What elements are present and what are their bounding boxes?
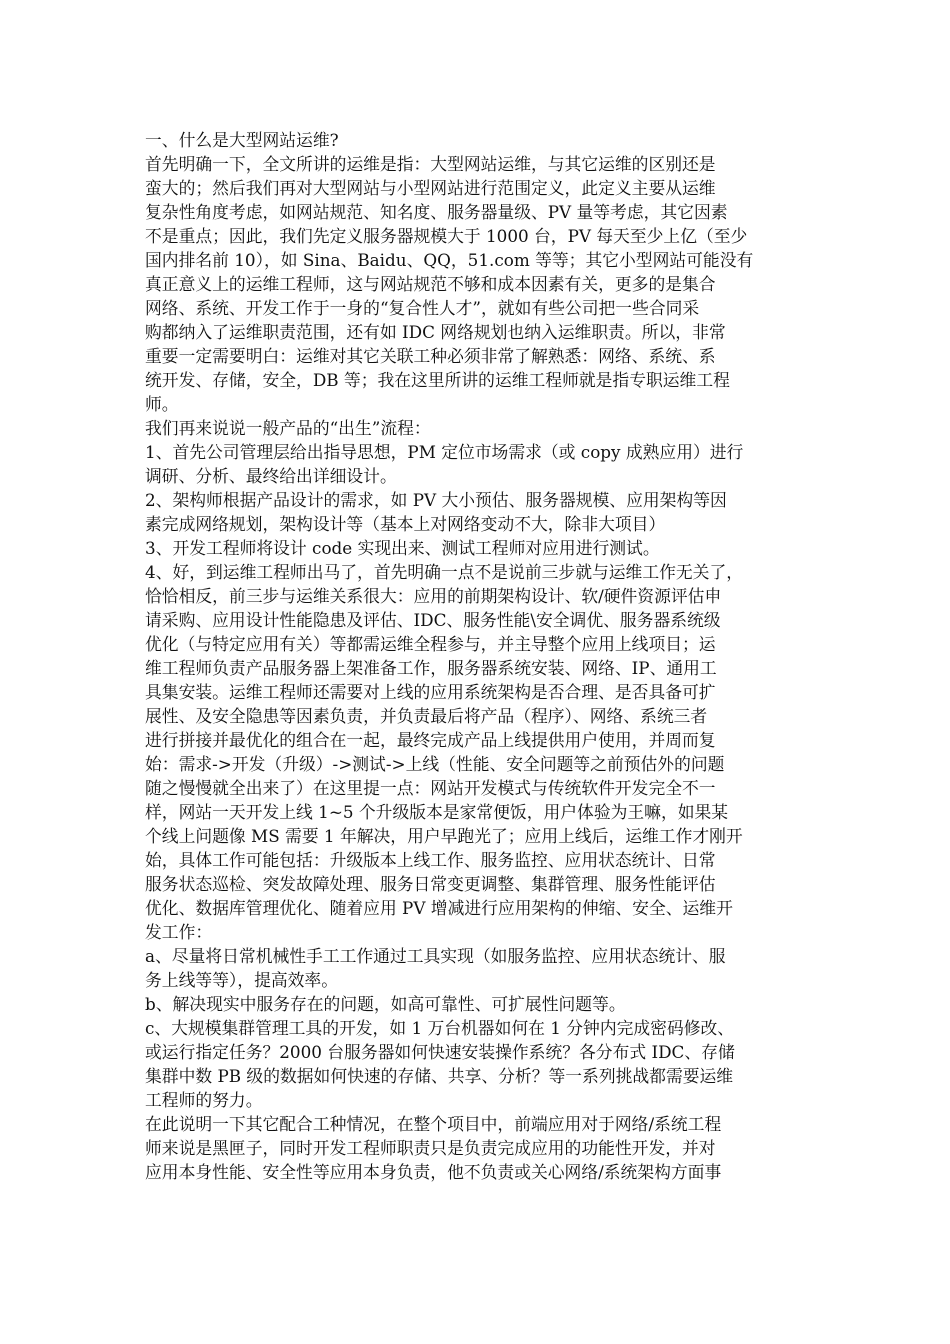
text-line: 首先明确一下，全文所讲的运维是指：大型网站运维，与其它运维的区别还是	[145, 154, 716, 174]
text-line: 恰恰相反，前三步与运维关系很大：应用的前期架构设计、软/硬件资源评估申	[145, 586, 722, 606]
text-line: 统开发、存储，安全，DB 等；我在这里所讲的运维工程师就是指专职运维工程	[145, 370, 730, 390]
text-line: 进行拼接并最优化的组合在一起，最终完成产品上线提供用户使用，并周而复	[145, 730, 716, 750]
text-line: 2、架构师根据产品设计的需求，如 PV 大小预估、服务器规模、应用架构等因	[145, 490, 727, 510]
text-line: 蛮大的；然后我们再对大型网站与小型网站进行范围定义，此定义主要从运维	[145, 178, 716, 198]
text-line: 随之慢慢就全出来了）在这里提一点：网站开发模式与传统软件开发完全不一	[145, 778, 716, 798]
text-line: 请采购、应用设计性能隐患及评估、IDC、服务性能\安全调优、服务器系统级	[145, 610, 721, 630]
text-line: 务上线等等），提高效率。	[145, 970, 338, 990]
text-line: 一、什么是大型网站运维?	[145, 130, 339, 150]
text-line: 优化（与特定应用有关）等都需运维全程参与，并主导整个应用上线项目；运	[145, 634, 716, 654]
text-line: 应用本身性能、安全性等应用本身负责，他不负责或关心网络/系统架构方面事	[145, 1162, 722, 1182]
document-page	[145, 128, 815, 1184]
text-line: 发工作：	[145, 922, 213, 942]
text-line: 复杂性角度考虑，如网站规范、知名度、服务器量级、PV 量等考虑，其它因素	[145, 202, 728, 222]
text-line: 3、开发工程师将设计 code 实现出来、测试工程师对应用进行测试。	[145, 538, 660, 558]
text-line: 4、好，到运维工程师出马了，首先明确一点不是说前三步就与运维工作无关了，	[145, 562, 744, 582]
text-line: 集群中数 PB 级的数据如何快速的存储、共享、分析？等一系列挑战都需要运维	[145, 1066, 734, 1086]
text-line: 始，具体工作可能包括：升级版本上线工作、服务监控、应用状态统计、日常	[145, 850, 716, 870]
text-line: 样，网站一天开发上线 1~5 个升级版本是家常便饭，用户体验为王嘛，如果某	[145, 802, 729, 822]
text-line: 师来说是黑匣子，同时开发工程师职责只是负责完成应用的功能性开发，并对	[145, 1138, 716, 1158]
text-line: 不是重点；因此，我们先定义服务器规模大于 1000 台，PV 每天至少上亿（至少	[145, 226, 748, 246]
text-line: 或运行指定任务？2000 台服务器如何快速安装操作系统？各分布式 IDC、存储	[145, 1042, 735, 1062]
text-line: 重要一定需要明白：运维对其它关联工种必须非常了解熟悉：网络、系统、系	[145, 346, 716, 366]
text-line: c、大规模集群管理工具的开发，如 1 万台机器如何在 1 分钟内完成密码修改、	[145, 1018, 735, 1038]
text-line: 服务状态巡检、突发故障处理、服务日常变更调整、集群管理、服务性能评估	[145, 874, 716, 894]
text-line: 个线上问题像 MS 需要 1 年解决，用户早跑光了；应用上线后，运维工作才刚开	[145, 826, 743, 846]
text-line: 真正意义上的运维工程师，这与网站规范不够和成本因素有关，更多的是集合	[145, 274, 716, 294]
text-line: b、解决现实中服务存在的问题，如高可靠性、可扩展性问题等。	[145, 994, 626, 1014]
text-line: 国内排名前 10），如 Sina、Baidu、QQ，51.com 等等；其它小型网站可能没有	[145, 250, 754, 270]
text-line: 1、首先公司管理层给出指导思想，PM 定位市场需求（或 copy 成熟应用）进行	[145, 442, 744, 462]
text-line: 具集安装。运维工程师还需要对上线的应用系统架构是否合理、是否具备可扩	[145, 682, 716, 702]
text-line: 调研、分析、最终给出详细设计。	[145, 466, 397, 486]
text-line: 维工程师负责产品服务器上架准备工作，服务器系统安装、网络、IP、通用工	[145, 658, 717, 678]
text-line: a、尽量将日常机械性手工工作通过工具实现（如服务监控、应用状态统计、服	[145, 946, 726, 966]
text-line: 始：需求->开发（升级）->测试->上线（性能、安全问题等之前预估外的问题	[145, 754, 725, 774]
text-line: 在此说明一下其它配合工种情况，在整个项目中，前端应用对于网络/系统工程	[145, 1114, 722, 1134]
text-line: 我们再来说说一般产品的“出生”流程：	[145, 418, 431, 438]
text-line: 师。	[145, 394, 179, 414]
text-line: 工程师的努力。	[145, 1090, 263, 1110]
text-line: 素完成网络规划，架构设计等（基本上对网络变动不大，除非大项目）	[145, 514, 666, 534]
text-line: 展性、及安全隐患等因素负责，并负责最后将产品（程序）、网络、系统三者	[145, 706, 708, 726]
text-line: 网络、系统、开发工作于一身的“复合性人才”，就如有些公司把一些合同采	[145, 298, 700, 318]
text-line: 优化、数据库管理优化、随着应用 PV 增减进行应用架构的伸缩、安全、运维开	[145, 898, 733, 918]
text-line: 购都纳入了运维职责范围，还有如 IDC 网络规划也纳入运维职责。所以，非常	[145, 322, 726, 342]
